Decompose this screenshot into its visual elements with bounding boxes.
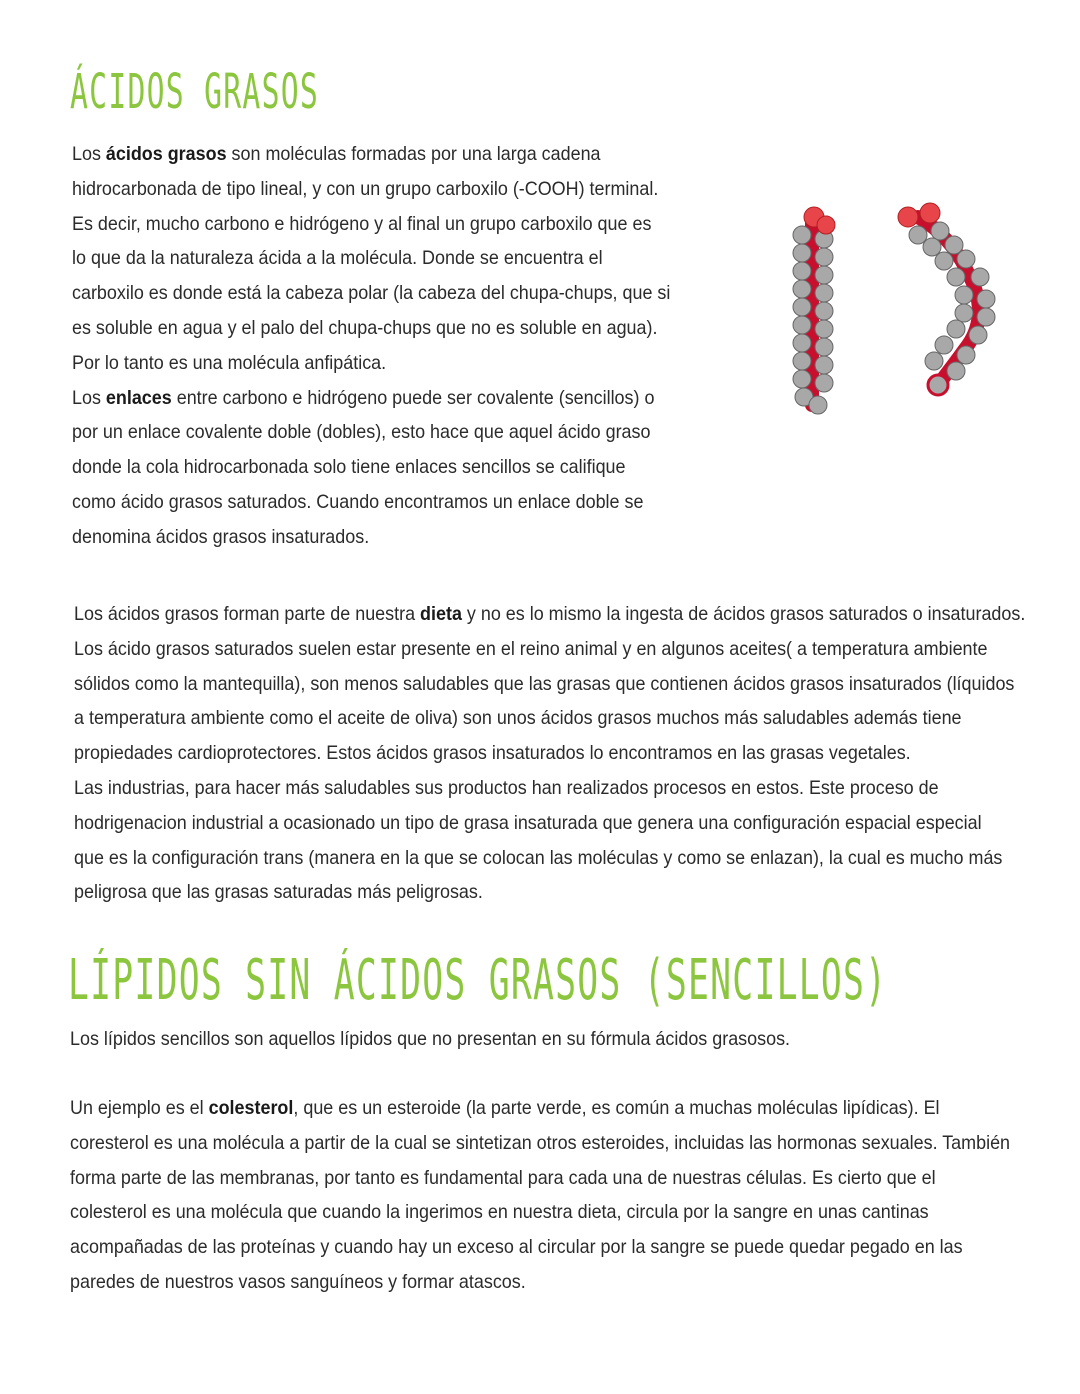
- paragraph-lipidos-sencillos: [70, 1022, 790, 1057]
- text-span: y no es lo mismo la ingesta de ácidos grasos saturados o insaturados.: [461, 603, 1026, 625]
- text-line: como ácido grasos saturados. Cuando encontramos un enlace doble se: [72, 490, 644, 513]
- text-line: sólidos como la mantequilla), son menos saludables que las grasas que contienen ácidos grasos insaturados (líquidos: [74, 672, 1015, 695]
- text-line: acompañadas de las proteínas y cuando hay un exceso al circular por la sangre se puede quedar pegado en las: [70, 1236, 963, 1259]
- text-line: coresterol es una molécula a partir de la cual se sintetizan otros esteroides, incluidas las hormonas sexuales. También: [70, 1131, 1011, 1154]
- text-line: por un enlace covalente doble (dobles), esto hace que aquel ácido graso: [72, 421, 651, 444]
- paragraph-acidos-grasos-definition: [72, 137, 670, 555]
- saturated-fatty-acid-molecule: [793, 207, 835, 414]
- text-line: Los lípidos sencillos son aquellos lípidos que no presentan en su fórmula ácidos grasosos.: [70, 1028, 791, 1050]
- text-line: que es la configuración trans (manera en la que se colocan las moléculas y como se enlazan), la cual es mucho más: [74, 846, 1003, 869]
- bold-term-acidos-grasos: ácidos grasos: [105, 143, 227, 165]
- section-heading-lipidos-sin-acidos-grasos: LÍPIDOS SIN ÁCIDOS GRASOS (SENCILLOS): [68, 948, 888, 1013]
- text-line: hidrocarbonada de tipo lineal, y con un grupo carboxilo (-COOH) terminal.: [72, 177, 659, 200]
- text-line: [70, 1091, 1010, 1126]
- text-span: Un ejemplo es el: [70, 1097, 209, 1119]
- section-heading-acidos-grasos: ÁCIDOS GRASOS: [70, 64, 320, 120]
- text-line: Las industrias, para hacer más saludables sus productos han realizados procesos en estos. Este proceso de: [74, 776, 939, 799]
- text-line: es soluble en agua y el palo del chupa-chups que no es soluble en agua).: [72, 316, 658, 339]
- text-span: Los: [72, 143, 106, 165]
- text-span: Los: [72, 386, 106, 409]
- fatty-acid-molecules-illustration: [780, 195, 1020, 425]
- bold-term-colesterol: colesterol: [208, 1097, 294, 1119]
- text-span: , que es un esteroide (la parte verde, es común a muchas moléculas lipídicas). El: [293, 1097, 940, 1119]
- text-line: [74, 597, 1025, 632]
- text-span: entre carbono e hidrógeno puede ser covalente (sencillos) o: [171, 386, 655, 409]
- text-line: propiedades cardioprotectores. Estos ácidos grasos insaturados lo encontramos en las grasas vegetales.: [74, 742, 911, 765]
- text-line: [72, 137, 670, 172]
- text-line: hodrigenacion industrial a ocasionado un tipo de grasa insaturada que genera una configuración espacial especial: [74, 811, 982, 834]
- text-line: [72, 381, 670, 416]
- unsaturated-fatty-acid-molecule: [898, 203, 995, 395]
- text-line: peligrosa que las grasas saturadas más peligrosas.: [74, 881, 483, 904]
- paragraph-acidos-grasos-dieta: [74, 597, 1025, 910]
- text-line: forma parte de las membranas, por tanto es fundamental para cada una de nuestras células. Es cierto que el: [70, 1166, 936, 1189]
- text-line: colesterol es una molécula que cuando la ingerimos en nuestra dieta, circula por la sangre en unas cantinas: [70, 1201, 929, 1224]
- text-line: paredes de nuestros vasos sanguíneos y formar atascos.: [70, 1270, 526, 1293]
- text-line: donde la cola hidrocarbonada solo tiene enlaces sencillos se califique: [72, 456, 626, 479]
- text-line: Es decir, mucho carbono e hidrógeno y al final un grupo carboxilo que es: [72, 212, 652, 235]
- text-span: son moléculas formadas por una larga cadena: [226, 143, 601, 165]
- unsaturated-tail-atom: [928, 375, 948, 395]
- paragraph-colesterol: [70, 1091, 1010, 1300]
- text-line: a temperatura ambiente como el aceite de oliva) son unos ácidos grasos muchos más saludables además tiene: [74, 707, 962, 730]
- text-line: lo que da la naturaleza ácida a la molécula. Donde se encuentra el: [72, 247, 603, 270]
- text-line: denomina ácidos grasos insaturados.: [72, 525, 370, 548]
- text-line: Los ácido grasos saturados suelen estar presente en el reino animal y en algunos aceites( a temperatura ambiente: [74, 637, 988, 660]
- bold-term-dieta: dieta: [420, 603, 462, 625]
- text-line: carboxilo es donde está la cabeza polar (la cabeza del chupa-chups, que si: [72, 282, 671, 305]
- text-span: Los ácidos grasos forman parte de nuestra: [74, 603, 421, 625]
- bold-term-enlaces: enlaces: [105, 386, 172, 409]
- text-line: Por lo tanto es una molécula anfipática.: [72, 351, 387, 374]
